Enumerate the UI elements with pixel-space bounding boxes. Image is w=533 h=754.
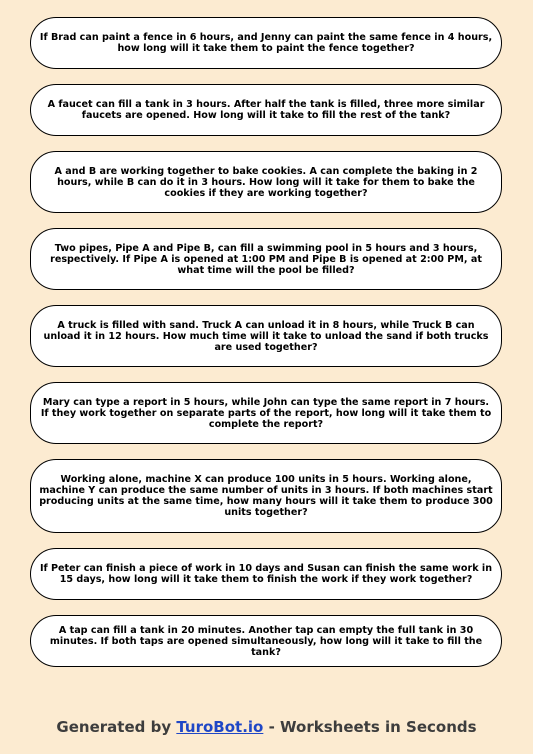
question-card-5 xyxy=(30,305,502,367)
question-card-1 xyxy=(30,17,502,69)
question-card-7 xyxy=(30,459,502,533)
turobot-link[interactable]: TuroBot.io xyxy=(176,718,264,736)
question-text-5: A truck is filled with sand. Truck A can unload it in 8 hours, while Truck B can unload it in 12 hours. How much time will it take to unload the sand if both trucks are used together? xyxy=(43,319,489,353)
question-text-6: Mary can type a report in 5 hours, while John can type the same report in 7 hours. If they work together on separate parts of the report, how long will it take them to complete the report? xyxy=(40,396,492,430)
question-text-1: If Brad can paint a fence in 6 hours, and Jenny can paint the same fence in 4 hours, how long will it take them to paint the fence together? xyxy=(39,32,493,54)
question-text-3: A and B are working together to bake cookies. A can complete the baking in 2 hours, while B can do it in 3 hours. How long will it take for them to bake the cookies if they are working together? xyxy=(54,165,478,199)
question-card-4 xyxy=(30,228,502,290)
question-card-6 xyxy=(30,382,502,444)
question-text-2: A faucet can fill a tank in 3 hours. After half the tank is filled, three more similar faucets are opened. How long will it take to fill the rest of the tank? xyxy=(47,99,485,121)
footer-suffix: - Worksheets in Seconds xyxy=(263,718,477,736)
question-text-7: Working alone, machine X can produce 100 units in 5 hours. Working alone, machine Y can produce the same number of units in 3 hours. If both machines start producing units at the same time, how many hours will it take them to produce 300 units together? xyxy=(39,474,493,518)
footer xyxy=(0,718,533,736)
question-card-8 xyxy=(30,548,502,600)
question-card-3 xyxy=(30,151,502,213)
question-card-2 xyxy=(30,84,502,136)
footer-prefix: Generated by xyxy=(56,718,177,736)
worksheet xyxy=(30,17,502,682)
question-text-4: Two pipes, Pipe A and Pipe B, can fill a swimming pool in 5 hours and 3 hours, respectively. If Pipe A is opened at 1:00 PM and Pipe B is opened at 2:00 PM, at what time will the pool be filled? xyxy=(50,242,482,276)
question-text-9: A tap can fill a tank in 20 minutes. Another tap can empty the full tank in 30 minutes. If both taps are opened simultaneously, how long will it take to fill the tank? xyxy=(49,624,483,658)
question-text-8: If Peter can finish a piece of work in 10 days and Susan can finish the same work in 15 days, how long will it take them to finish the work if they work together? xyxy=(39,563,493,585)
question-card-9 xyxy=(30,615,502,667)
